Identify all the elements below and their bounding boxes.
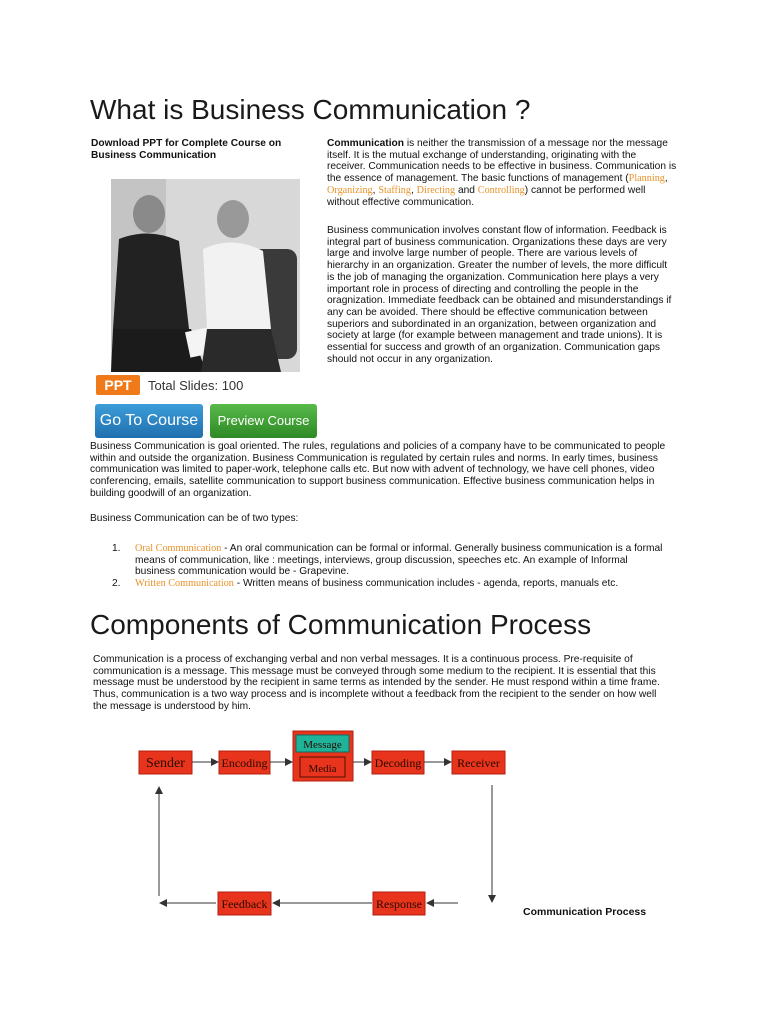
goal-oriented-paragraph: Business Communication is goal oriented. The rules, regulations and policies of a company have to be communicated to people within and outside the organization. Business Communication is regulated by certain rules and norms. In early times, business communication was limited to paper-work, telephone calls etc. But now with advent of technology, we have cell phones, video conferencing, emails, satellite communication to support business communication. Effective business communication helps in building goodwill of an organization. xyxy=(90,441,666,499)
encoding-label: Encoding xyxy=(221,756,268,770)
ppt-badge: PPT xyxy=(96,375,140,395)
two-types-intro: Business Communication can be of two types: xyxy=(90,513,299,524)
list-item xyxy=(90,578,667,590)
link-planning[interactable]: Planning xyxy=(628,173,665,185)
definition-text: is neither the transmission of a message nor the message itself. It is the mutual exchange of understanding, originating with the receiver. Communication needs to be effective in business. Communication is the essence of management. The basic functions of management ( xyxy=(327,138,677,185)
definition-text-end: ) cannot be performed well without effective communication. xyxy=(327,184,646,208)
list-number: 1. xyxy=(112,543,121,554)
sender-label: Sender xyxy=(146,756,185,771)
diagram-caption: Communication Process xyxy=(523,906,647,918)
total-slides-text: Total Slides: 100 xyxy=(148,378,244,393)
link-oral-communication[interactable]: Oral Communication xyxy=(135,543,222,554)
link-written-communication[interactable]: Written Communication xyxy=(135,578,234,590)
process-paragraph: Communication is a process of exchanging verbal and non verbal messages. It is a continuous process. Pre-requisite of communication is a message. This message must be conveyed through some medium to the recipient. It is essential that this message must be understood by the recipient in same terms as intended by the sender. He must respond within a time frame. Thus, communication is a two way process and is incomplete without a feedback from the recipient to the sender on how well the message is understood by him. xyxy=(93,654,660,712)
list-item-text: - An oral communication can be formal or informal. Generally business communication is a formal means of communication, like : meetings, interviews, group discussion, speeches etc. An example of Informal business communication would be - Grapevine. xyxy=(135,543,663,578)
communication-types-list xyxy=(90,543,667,590)
separator-comma: , xyxy=(372,184,379,196)
feedback-label: Feedback xyxy=(221,897,268,911)
list-item-text: - Written means of business communication includes - agenda, reports, manuals etc. xyxy=(233,578,619,590)
decoding-label: Decoding xyxy=(374,756,422,770)
communication-definition-paragraph xyxy=(327,138,677,208)
download-ppt-text: Download PPT for Complete Course on Business Communication xyxy=(91,138,282,161)
link-staffing[interactable]: Staffing xyxy=(378,184,411,196)
business-communication-paragraph: Business communication involves constant flow of information. Feedback is integral part of business communication. Organizations these days are very large and involve large number of people. There are various levels of hierarchy in an organization. Greater the number of levels, the more difficult is the job of managing the organization. Communication here plays a very important role in process of directing and controlling the people in the oragnization. Immediate feedback can be obtained and misunderstandings if any can be avoided. There should be effective communication between superiors and subordinated in an organization, between organization and society at large (for example between management and trade unions). It is essential for success and growth of an organization. Communication gaps should not occur in any organization. xyxy=(327,225,672,365)
separator-comma: , xyxy=(410,184,417,196)
and-word: and xyxy=(455,184,478,196)
business-meeting-photo xyxy=(111,179,300,372)
list-item xyxy=(90,543,667,578)
response-label: Response xyxy=(376,897,422,911)
communication-process-diagram xyxy=(0,720,768,930)
section-heading: Components of Communication Process xyxy=(90,609,592,640)
link-controlling[interactable]: Controlling xyxy=(477,184,525,196)
go-to-course-button[interactable]: Go To Course xyxy=(95,404,203,438)
page-title: What is Business Communication ? xyxy=(90,94,531,125)
receiver-label: Receiver xyxy=(457,756,500,770)
media-label: Media xyxy=(308,763,337,775)
message-label: Message xyxy=(303,739,342,751)
preview-course-button[interactable]: Preview Course xyxy=(210,404,317,438)
list-number: 2. xyxy=(112,578,121,590)
link-directing[interactable]: Directing xyxy=(416,184,456,196)
separator-comma: , xyxy=(664,173,668,185)
photo-illustration xyxy=(111,179,300,372)
link-organizing[interactable]: Organizing xyxy=(327,184,373,196)
communication-bold-lead: Communication xyxy=(327,138,404,149)
